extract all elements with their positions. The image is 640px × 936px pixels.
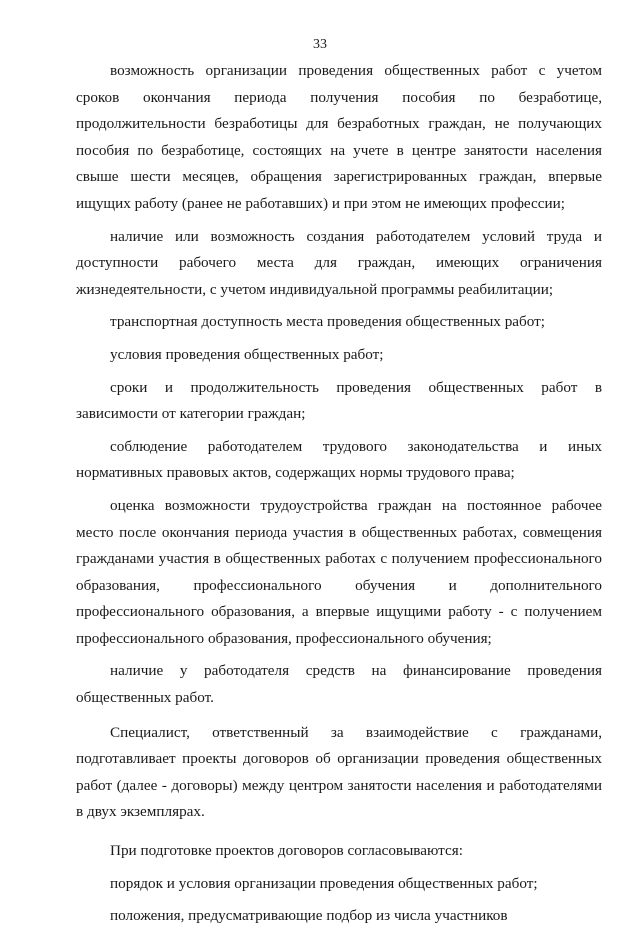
paragraph-8: наличие у работодателя средств на финансирование проведения общественных работ. bbox=[76, 662, 602, 707]
page-number: 33 bbox=[313, 37, 327, 52]
paragraph-11: порядок и условия организации проведения общественных работ; bbox=[110, 874, 538, 892]
paragraph-5: сроки и продолжительность проведения общественных работ в зависимости от категории граждан; bbox=[76, 378, 602, 423]
paragraph-7: оценка возможности трудоустройства граждан на постоянное рабочее место после окончания периода участия в общественных работах, совмещения гражданами участия в общественных работах с получением профессионального образования, профессионального обучения и дополнительного профессионального образования, а впервые ищущими работу - с получением профессионального образования, профессионального обучения; bbox=[76, 496, 602, 647]
paragraph-4: условия проведения общественных работ; bbox=[110, 345, 384, 363]
paragraph-9: Специалист, ответственный за взаимодействие с гражданами, подготавливает проекты договоров об организации проведения общественных работ (далее - договоры) между центром занятости населения и работодателями в двух экземплярах. bbox=[76, 723, 602, 821]
paragraph-12: положения, предусматривающие подбор из числа участников bbox=[110, 907, 508, 925]
paragraph-10: При подготовке проектов договоров согласовываются: bbox=[110, 842, 463, 860]
paragraph-3: транспортная доступность места проведения общественных работ; bbox=[110, 313, 546, 331]
paragraph-6: соблюдение работодателем трудового законодательства и иных нормативных правовых актов, содержащих нормы трудового права; bbox=[76, 437, 602, 482]
paragraph-2: наличие или возможность создания работодателем условий труда и доступности рабочего места для граждан, имеющих ограничения жизнедеятельности, с учетом индивидуальной программы реабилитации; bbox=[76, 227, 602, 298]
paragraph-1: возможность организации проведения общественных работ с учетом сроков окончания периода получения пособия по безработице, продолжительности безработицы для безработных граждан, не получающих пособия по безработице, состоящих на учете в центре занятости населения свыше шести месяцев, обращения зарегистрированных граждан, впервые ищущих работу (ранее не работавших) и при этом не имеющих профессии; bbox=[76, 62, 602, 212]
document-body bbox=[76, 58, 602, 936]
